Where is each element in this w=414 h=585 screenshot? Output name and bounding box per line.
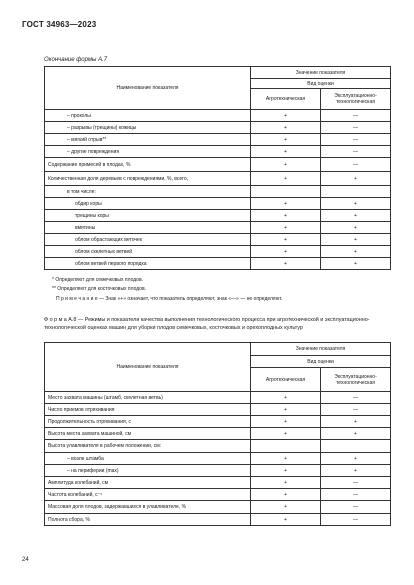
row-value-exploit: — [321,501,391,514]
table-row [45,501,391,514]
row-value-agro: + [251,501,321,514]
row-value-exploit: — [321,146,391,158]
row-label: Количественная доля деревьев с повреждениями, %, всего, [45,172,251,186]
row-label: Массовая доля плодов, задержавшихся в улавливателе, % [45,501,251,514]
table-row [45,392,391,404]
row-value-exploit: — [321,392,391,404]
row-value-exploit: — [321,110,391,122]
row-value-exploit: — [321,134,391,146]
row-value-agro: + [251,465,321,477]
row-value-agro [251,186,321,198]
row-value-exploit: — [321,477,391,489]
row-value-agro: + [251,172,321,186]
row-value-exploit: + [321,246,391,258]
row-label: Высота улавливателя в рабочем положении, см: [45,440,251,453]
row-label: Место захвата машины (штамб, скелетная ветвь) [45,392,251,404]
table-row [45,514,391,526]
row-value-agro: + [251,489,321,501]
row-value-exploit: — [321,158,391,172]
row-value-agro: + [251,453,321,465]
row-value-exploit: + [321,453,391,465]
row-value-agro: + [251,122,321,134]
table-row [45,198,391,210]
row-value-agro [251,440,321,453]
row-value-agro: + [251,404,321,416]
row-value-agro: + [251,514,321,526]
column-header-exploit: Эксплуатационно-технологическая [321,89,391,110]
row-value-agro: + [251,158,321,172]
row-value-exploit: + [321,210,391,222]
column-header-name: Наименование показателя [45,343,251,392]
row-label: Число приемов отряхивания [45,404,251,416]
column-header-name: Наименование показателя [45,67,251,110]
row-label: Амплитуда колебаний, см [45,477,251,489]
row-value-agro: + [251,428,321,440]
row-label: вмятины [45,222,251,234]
row-value-exploit: — [321,514,391,526]
column-header-exploit: Эксплуатационно-технологическая [321,368,391,392]
row-label: облом скелетных ветвей [45,246,251,258]
row-label: Частота колебаний, с⁻¹ [45,489,251,501]
row-value-exploit: + [321,234,391,246]
row-value-agro: + [251,416,321,428]
table-a7 [44,66,391,270]
row-label: – на периферии (max) [45,465,251,477]
row-value-agro: + [251,146,321,158]
table-row [45,234,391,246]
table-row [45,440,391,453]
table-row [45,222,391,234]
row-value-exploit: + [321,198,391,210]
table-a8 [44,342,391,526]
column-header-value: Значение показателя [251,67,391,79]
row-label: Продолжительность отряхивания, с [45,416,251,428]
row-label: – разрывы (трещины) кожицы [45,122,251,134]
row-value-exploit: + [321,172,391,186]
footnote-1: * Определяют для семечковых плодов. [52,277,143,283]
table-row [45,110,391,122]
form-a8-title: Ф о р м а А.8 — Режимы и показатели качества выполнения технологического процесса при агротехнической и эксплуатационно-технологической оценках машин для уборки плодов семечковых, косточковых и орехоплодных культур [44,317,370,331]
row-value-exploit: + [321,222,391,234]
row-label: в том числе: [45,186,251,198]
column-header-type: Вид оценки [251,79,391,89]
table-row [45,489,391,501]
table-row [45,404,391,416]
row-value-agro: + [251,246,321,258]
table-row [45,465,391,477]
table-row [45,172,391,186]
table-row [45,158,391,172]
row-value-exploit: + [321,428,391,440]
page-number: 24 [22,557,29,563]
table-row [45,453,391,465]
row-value-exploit: + [321,465,391,477]
table-row [45,134,391,146]
table-row [45,258,391,270]
row-value-exploit: — [321,404,391,416]
table-row [45,416,391,428]
row-value-agro: + [251,222,321,234]
row-value-exploit: — [321,489,391,501]
column-header-agro: Агротехническая [251,368,321,392]
row-value-agro: + [251,110,321,122]
row-value-agro: + [251,198,321,210]
document-header: ГОСТ 34963—2023 [22,20,97,29]
row-value-exploit: — [321,122,391,134]
row-value-exploit [321,186,391,198]
table-row [45,246,391,258]
table-row [45,146,391,158]
row-value-exploit: + [321,416,391,428]
table-caption: Окончание формы А.7 [44,57,108,63]
footnote-2: ** Определяют для косточковых плодов. [52,286,147,292]
table-row [45,477,391,489]
table-row [45,122,391,134]
row-label: – другие повреждения [45,146,251,158]
row-value-agro: + [251,392,321,404]
row-value-agro: + [251,477,321,489]
table-row [45,210,391,222]
table-row [45,428,391,440]
row-label: трещины коры [45,210,251,222]
row-value-agro: + [251,234,321,246]
row-label: обдир коры [45,198,251,210]
table-note: П р и м е ч а н и е — Знак «+» означает, что показатель определяют, знак «—» — не определяют. [56,296,283,302]
row-label: облом ветвей первого порядка [45,258,251,270]
row-label: Высота места захвата машиной, см [45,428,251,440]
row-label: – проколы [45,110,251,122]
row-label: Полнота сбора, % [45,514,251,526]
row-value-agro: + [251,258,321,270]
table-row [45,186,391,198]
row-label: облом обрастающих веточек [45,234,251,246]
row-value-agro: + [251,210,321,222]
row-value-exploit: + [321,258,391,270]
row-label: – возле штамба [45,453,251,465]
column-header-type: Вид оценки [251,356,391,368]
row-label: Содержание примесей в плодах, % [45,158,251,172]
row-value-exploit [321,440,391,453]
row-label: – мягкий отрыв** [45,134,251,146]
column-header-value: Значение показателя [251,343,391,356]
column-header-agro: Агротехническая [251,89,321,110]
row-value-agro: + [251,134,321,146]
